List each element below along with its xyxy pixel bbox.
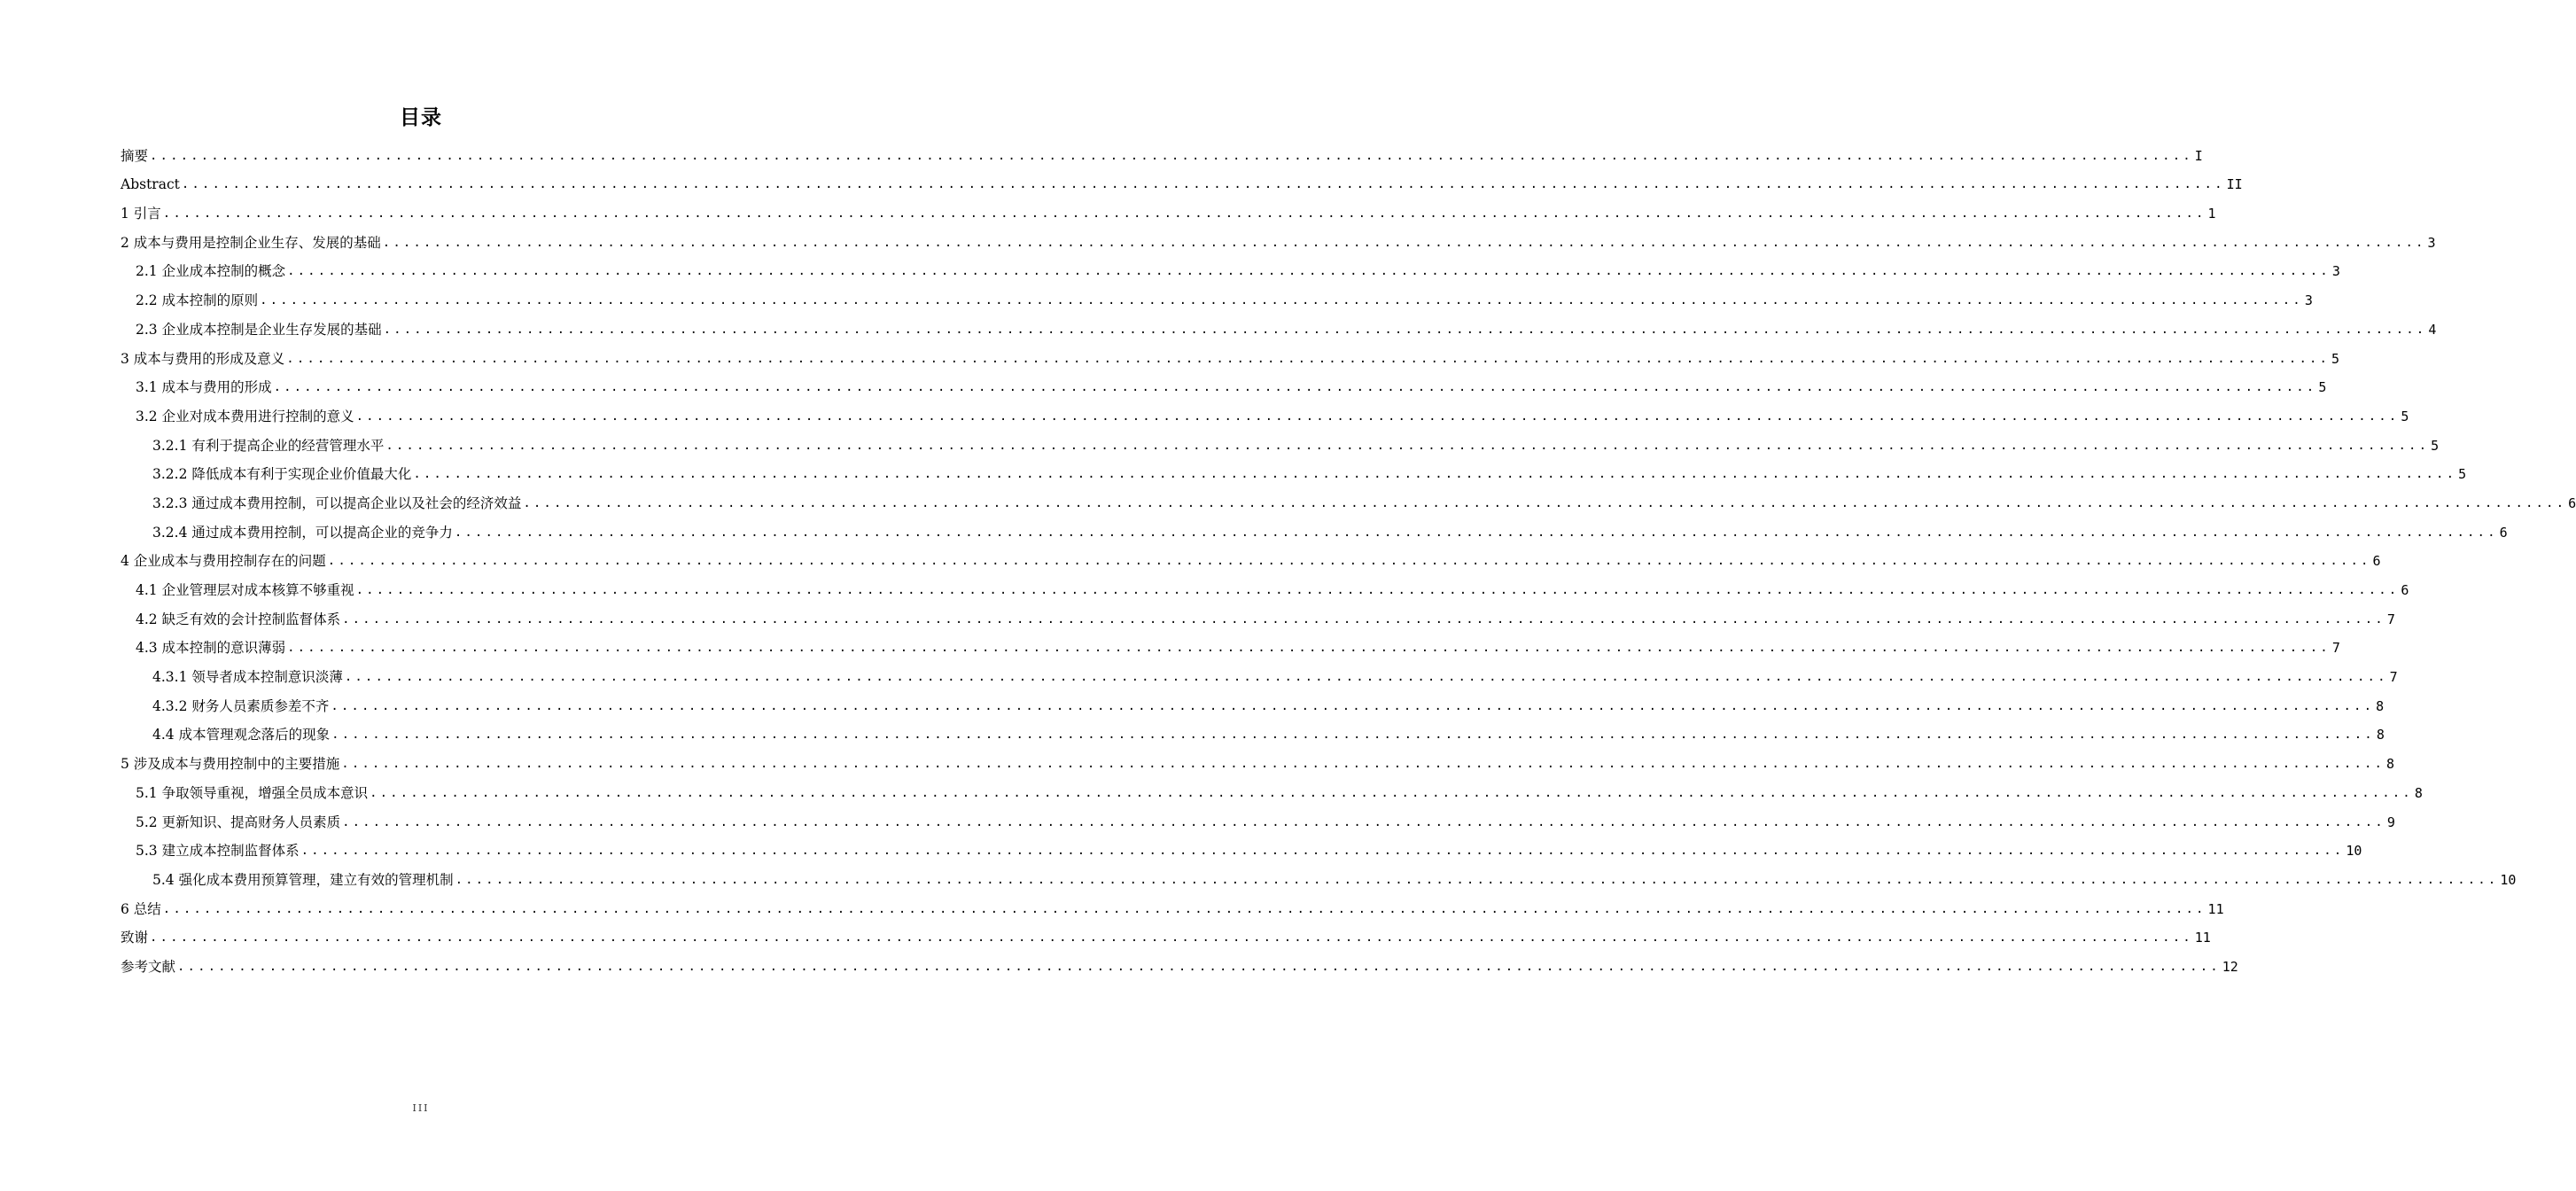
toc-leader-dots: ........................................................................................................................................................................................................ [454,525,2498,540]
toc-leader-dots: ........................................................................................................................................................................................................ [370,785,2413,800]
toc-entry[interactable] [121,773,2423,802]
toc-entry-label: 摘要 [121,147,149,164]
toc-entry-label: 4.3.2 财务人员素质参差不齐 [152,697,330,714]
toc-leader-dots: ........................................................................................................................................................................................................ [260,293,2303,308]
toc-entry-label: 2.2 成本控制的原则 [136,292,259,309]
toc-entry[interactable] [121,222,2436,252]
toc-entry-label: 6 总结 [121,900,161,917]
toc-entry-page: 9 [2386,813,2395,830]
toc-leader-dots: ........................................................................................................................................................................................................ [344,670,2388,685]
toc-entry[interactable] [121,743,2395,773]
toc-leader-dots: ........................................................................................................................................................................................................ [383,322,2427,337]
toc-leader-dots: ........................................................................................................................................................................................................ [327,554,2371,569]
toc-entry-label: 5.3 建立成本控制监督体系 [136,843,300,860]
toc-entry-label: 2.1 企业成本控制的概念 [136,263,286,280]
toc-entry-label: 5.2 更新知识、提高财务人员素质 [136,813,341,830]
toc-entry[interactable] [121,599,2395,628]
toc-entry-label: 4.2 缺乏有效的会计控制监督体系 [136,611,341,627]
toc-entry[interactable] [121,165,2243,194]
toc-entry-page: 1 [2207,206,2216,222]
toc-entry-label: 2 成本与费用是控制企业生存、发展的基础 [121,234,381,251]
toc-entry[interactable] [121,455,2467,484]
toc-entry-label: 3 成本与费用的形成及意义 [121,350,285,367]
toc-entry-page: 5 [2431,437,2440,454]
toc-entry-page: 6 [2372,553,2381,570]
toc-entry-label: 3.1 成本与费用的形成 [136,379,272,396]
toc-entry[interactable] [121,715,2385,744]
toc-entry-page: 11 [2207,900,2224,917]
toc-leader-dots: ........................................................................................................................................................................................................ [273,380,2317,395]
toc-entry-label: Abstract [121,176,180,193]
toc-entry-label: 3.2.4 通过成本费用控制，可以提高企业的竞争力 [152,524,453,541]
toc-entry-label: 5.1 争取领导重视，增强全员成本意识 [136,784,369,801]
toc-leader-dots: ........................................................................................................................................................................................................ [342,611,2385,627]
toc-entry-label: 4.3 成本控制的意识薄弱 [136,640,286,657]
toc-entry[interactable] [121,946,2238,976]
toc-entry-page: 6 [2568,494,2576,511]
toc-entry-label: 4.4 成本管理观念落后的现象 [152,727,331,743]
toc-entry[interactable] [121,860,2517,889]
toc-entry[interactable] [121,193,2216,222]
toc-entry-page: 8 [2386,756,2395,773]
toc-leader-dots: ........................................................................................................................................................................................................ [286,351,2331,366]
toc-entry-page: 5 [2331,350,2340,367]
toc-entry-page: 3 [2331,263,2340,280]
toc-leader-dots: ........................................................................................................................................................................................................ [287,264,2331,279]
toc-entry[interactable] [121,686,2385,715]
toc-leader-dots: ........................................................................................................................................................................................................ [341,757,2385,772]
toc-entry-page: 5 [2318,379,2327,396]
toc-entry[interactable] [121,396,2409,425]
toc-entry-label: 1 引言 [121,206,161,222]
toc-entry-label: 2.3 企业成本控制是企业生存发展的基础 [136,321,382,338]
toc-entry-page: 6 [2401,582,2409,598]
toc-entry-page: 7 [2389,669,2398,686]
toc-entry[interactable] [121,252,2340,281]
toc-entry-label: 4.3.1 领导者成本控制意识淡薄 [152,669,343,686]
toc-entry-label: 3.2 企业对成本费用进行控制的意义 [136,408,354,424]
page-number-footer: III [412,1102,430,1114]
toc-entry-label: 5.4 强化成本费用预算管理，建立有效的管理机制 [152,871,454,888]
toc-entry[interactable] [121,657,2398,686]
toc-leader-dots: ........................................................................................................................................................................................................ [287,641,2331,656]
toc-entry[interactable] [121,570,2409,599]
toc-leader-dots: ........................................................................................................................................................................................................ [355,583,2400,597]
toc-entry[interactable] [121,483,2576,512]
toc-entry-page: 7 [2386,611,2395,627]
toc-entry[interactable] [121,831,2362,860]
toc-entry-page: 4 [2428,321,2437,338]
toc-leader-dots: ........................................................................................................................................................................................................ [523,495,2567,510]
toc-leader-dots: ........................................................................................................................................................................................................ [385,438,2430,453]
toc-entry[interactable] [121,918,2211,947]
toc-leader-dots: ........................................................................................................................................................................................................ [300,844,2345,859]
toc-leader-dots: ........................................................................................................................................................................................................ [382,235,2426,250]
toc-leader-dots: ........................................................................................................................................................................................................ [331,728,2375,743]
toc-leader-dots: ........................................................................................................................................................................................................ [150,148,2193,163]
toc-entry-page: I [2194,147,2203,164]
toc-leader-dots: ........................................................................................................................................................................................................ [181,177,2225,192]
toc-entry-page: 11 [2194,930,2211,946]
toc-entry-label: 致谢 [121,930,149,946]
toc-entry-label: 5 涉及成本与费用控制中的主要措施 [121,756,340,773]
toc-entry[interactable] [121,280,2313,309]
toc-entry-page: II [2226,176,2243,193]
toc-entry[interactable] [121,136,2203,165]
toc-leader-dots: ........................................................................................................................................................................................................ [331,698,2375,713]
toc-leader-dots: ........................................................................................................................................................................................................ [162,206,2206,222]
toc-entry-label: 4.1 企业管理层对成本核算不够重视 [136,582,354,598]
toc-entry-page: 5 [2401,408,2409,424]
toc-entry[interactable] [121,339,2340,368]
toc-entry-page: 8 [2376,727,2385,743]
toc-leader-dots: ........................................................................................................................................................................................................ [342,814,2385,829]
toc-entry-label: 4 企业成本与费用控制存在的问题 [121,553,326,570]
toc-leader-dots: ........................................................................................................................................................................................................ [150,930,2193,946]
toc-leader-dots: ........................................................................................................................................................................................................ [413,467,2457,482]
toc-leader-dots: ........................................................................................................................................................................................................ [455,872,2499,887]
toc-entry-label: 3.2.3 通过成本费用控制，可以提高企业以及社会的经济效益 [152,494,522,511]
toc-entry-page: 10 [2500,871,2517,888]
toc-entry[interactable] [121,309,2437,339]
toc-leader-dots: ........................................................................................................................................................................................................ [355,409,2400,424]
toc-entry-page: 6 [2499,524,2508,541]
toc-entry-page: 3 [2304,292,2313,309]
toc-entry[interactable] [121,628,2340,658]
toc-leader-dots: ........................................................................................................................................................................................................ [162,901,2206,916]
toc-entry[interactable] [121,425,2440,455]
toc-entry-label: 参考文献 [121,958,176,975]
toc-entry-page: 12 [2222,958,2238,975]
toc-leader-dots: ........................................................................................................................................................................................................ [177,959,2221,974]
toc-entry[interactable] [121,368,2327,397]
toc-entry-label: 3.2.2 降低成本有利于实现企业价值最大化 [152,466,412,483]
toc-entry-page: 7 [2331,640,2340,657]
toc-entry[interactable] [121,512,2508,541]
page-title: 目录 [400,106,442,129]
toc-entry-page: 10 [2346,843,2362,860]
toc-entry-label: 3.2.1 有利于提高企业的经营管理水平 [152,437,385,454]
toc-entry-page: 8 [2414,784,2423,801]
toc-entry-page: 5 [2458,466,2467,483]
table-of-contents [121,136,2576,976]
toc-entry[interactable] [121,802,2395,831]
toc-entry[interactable] [121,889,2224,918]
toc-entry[interactable] [121,541,2381,571]
toc-entry-page: 3 [2427,234,2436,251]
toc-entry-page: 8 [2376,697,2385,714]
